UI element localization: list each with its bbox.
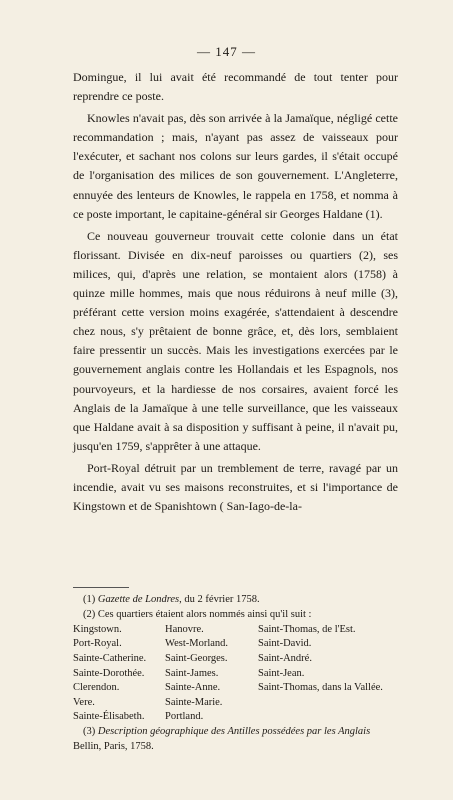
paragraph: Domingue, il lui avait été recommandé de tout tenter pour reprendre ce poste. (73, 70, 398, 104)
footnote-1-number: (1) (83, 594, 96, 605)
quarter-name: Saint-Thomas, de l'Est. (258, 623, 356, 635)
quarters-row (73, 710, 398, 725)
quarter-name: Portland. (165, 711, 204, 723)
quarters-row (73, 667, 398, 682)
quarter-name: Hanovre. (165, 623, 204, 635)
paragraph: Ce nouveau gouverneur trouvait cette colonie dans un état florissant. Divisée en dix-neuf paroisses ou quartiers (2), ses milices, qui, d'après une relation, se montaient alors (1758) à quinze mille hommes, mais que nous réduirons à neuf mille (3), préférant cette version moins exagérée, s'attendaient à descendre chez nous, s'y prêtaient de bonne grâce, et, dès lors, semblaient faire pressentir un succès. Mais les investigations exercées par le gouvernement anglais contre les Hollandais et les Espagnols, nos pourvoyeurs, et la hardiesse de nos corsaires, avaient forcé les Anglais de la Jamaïque à une telle surveillance, que les vaisseaux que Haldane avait à sa disposition y suffisant à peine, il n'avait pu, jusqu'en 1759, s'apprêter à une attaque. (73, 228, 398, 453)
quarter-name: Sainte-Catherine. (73, 653, 147, 664)
paragraph: Port-Royal détruit par un tremblement de terre, ravagé par un incendie, avait vu ses maisons reconstruites, et si l'importance de Kingstown et de Spanishtown ( San-Iago-de-la- (73, 460, 398, 514)
quarter-name: Clerendon. (73, 682, 120, 694)
quarter-name: Kingstown. (73, 623, 122, 635)
quarter-name: Saint-Thomas, dans la Vallée. (258, 682, 383, 694)
quarter-name (258, 710, 398, 725)
quarter-name: Vere. (73, 696, 95, 708)
quarter-name: Port-Royal. (73, 638, 122, 650)
quarter-name: Sainte-Marie. (165, 696, 223, 708)
paragraph: Knowles n'avait pas, dès son arrivée à la Jamaïque, négligé cette recommandation ; mais, n'ayant pas assez de vaisseaux pour l'exécuter, et sachant nos colons sur leurs gardes, il s'était occupé de l'organisation des milices de son gouvernement. L'Angleterre, ennuyée des lenteurs de Knowles, le rappela en 1758, et nomma à ce poste important, le capitaine-général sir Georges Haldane (1). (73, 111, 398, 221)
quarters-row (73, 637, 398, 652)
quarter-name: Saint-Georges. (165, 653, 228, 664)
quarters-row (73, 696, 398, 711)
quarter-name: Sainte-Anne. (165, 682, 221, 694)
main-text (73, 68, 398, 516)
footnote-3-rest: Bellin, Paris, 1758. (73, 740, 154, 752)
page-number: — 147 — (197, 44, 256, 59)
footnote-1 (73, 593, 398, 608)
footnote-3-number: (3) (83, 725, 96, 737)
footnote-3-title: Description géographique des Antilles possédées par les Anglais (97, 725, 371, 737)
footnotes (73, 593, 398, 755)
quarters-row (73, 652, 398, 667)
quarters-row (73, 681, 398, 696)
quarter-name: West-Morland. (165, 638, 229, 650)
quarter-name: Saint-David. (258, 638, 312, 650)
quarters-table (73, 623, 398, 725)
footnote-3 (73, 725, 398, 755)
quarter-name: Saint-André. (258, 653, 312, 664)
quarter-name: Saint-James. (165, 667, 219, 679)
quarter-name: Sainte-Élisabeth. (73, 711, 145, 723)
footnote-divider (73, 587, 129, 588)
quarter-name: Saint-Jean. (258, 667, 305, 679)
footnote-1-rest: , du 2 février 1758. (179, 594, 260, 605)
quarter-name: Sainte-Dorothée. (73, 667, 145, 679)
quarter-name (258, 696, 398, 711)
quarters-row (73, 623, 398, 638)
footnote-1-title: Gazette de Londres (97, 594, 180, 605)
footnote-2: (2) Ces quartiers étaient alors nommés ainsi qu'il suit : (83, 608, 312, 620)
